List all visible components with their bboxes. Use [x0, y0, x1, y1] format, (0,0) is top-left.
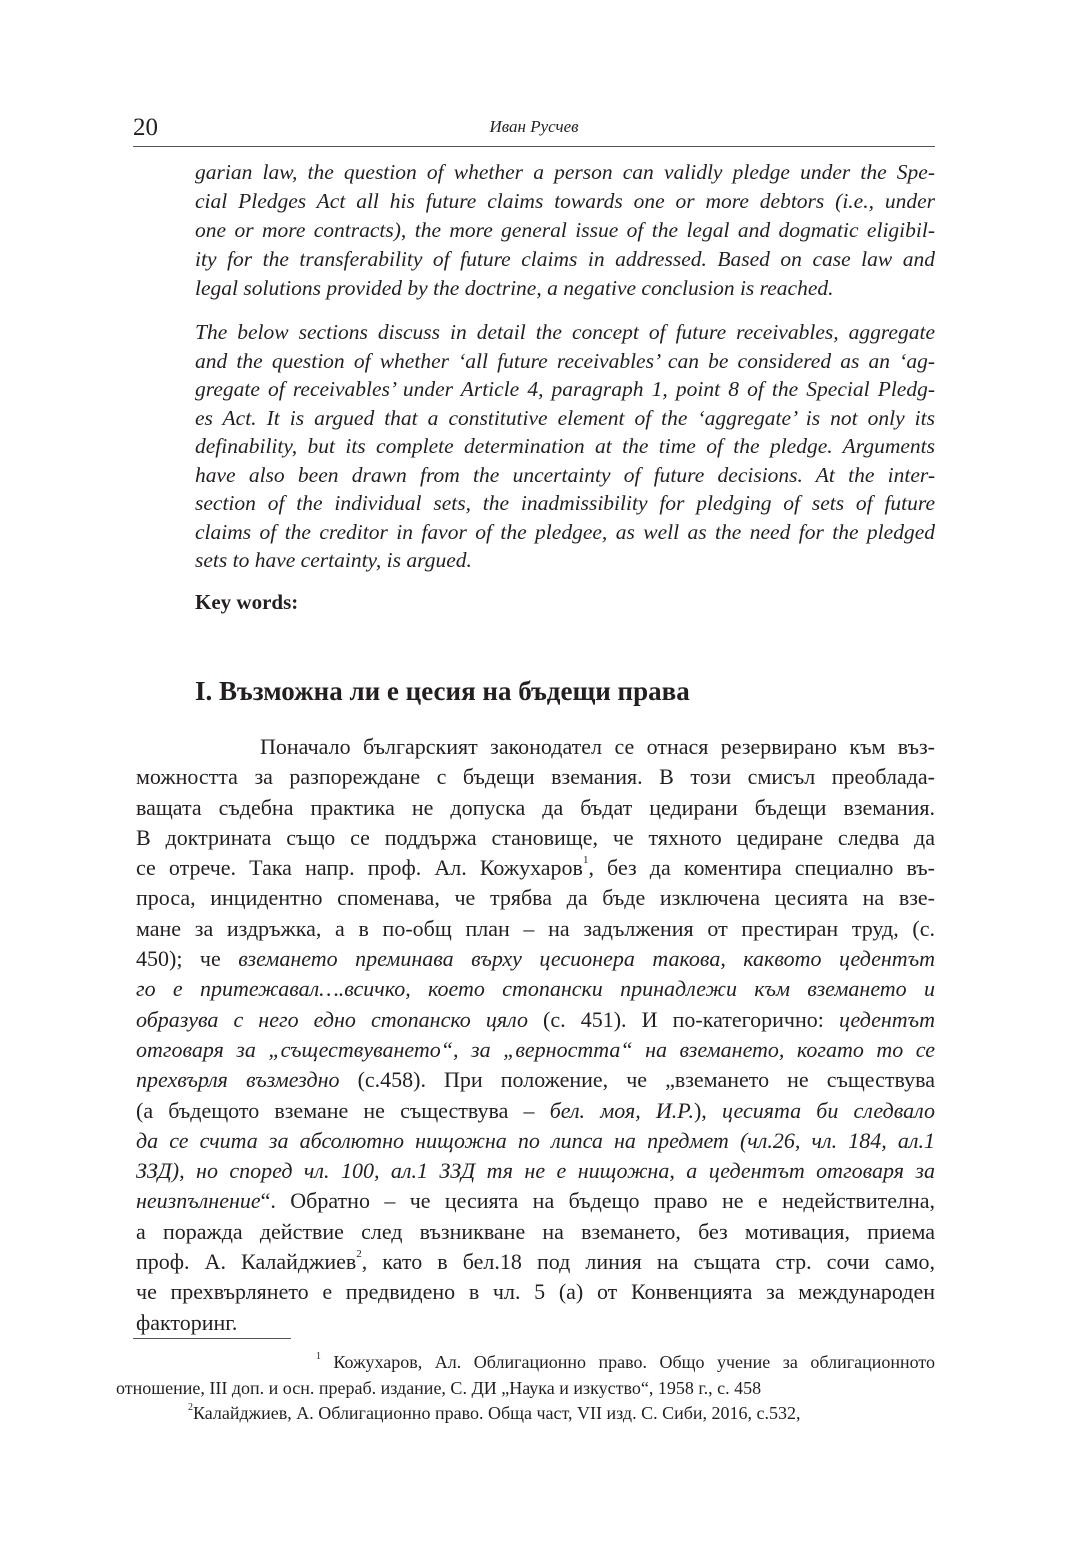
text-segment: The below sections discuss in detail the concept of future receivables, aggregate: [195, 320, 935, 344]
text-line: [136, 974, 935, 1004]
text-segment: проса, инцидентно споменава, че трябва да бъде изключена цесията на взе-: [136, 885, 935, 911]
header-rule: [133, 146, 935, 147]
text-segment: можността за разпореждане с бъдещи вземания. В този смисъл преоблада-: [136, 764, 935, 790]
text-line: [136, 1217, 935, 1247]
text-line: [195, 245, 935, 274]
text-line: [136, 1156, 935, 1186]
text-segment: бел. моя, И.Р.: [549, 1097, 694, 1123]
text-segment: have also been drawn from the uncertainty of future decisions. At the inter-: [195, 462, 935, 487]
page-number: 20: [133, 114, 158, 141]
text-segment: one or more contracts), the more general issue of the legal and dogmatic eligibil-: [195, 218, 935, 242]
text-segment: (с. 451). И по-категорично:: [527, 1006, 839, 1032]
text-line: [116, 1350, 935, 1376]
text-segment: [116, 1352, 316, 1372]
abstract-paragraph-2: [195, 318, 935, 575]
text-segment: а поражда действие след възникване на вземането, без мотивация, приема: [136, 1218, 935, 1244]
text-segment: го е притежавал….всичко, което стопански принадлежи към вземането и: [136, 976, 935, 1002]
text-segment: , като в бел.18 под линия на същата стр. сочи само,: [361, 1249, 936, 1275]
text-segment: прехвърля възмездно: [136, 1067, 340, 1093]
text-line: [136, 853, 935, 883]
text-segment: ),: [693, 1097, 722, 1123]
text-line: [136, 1308, 935, 1338]
footnote-ref: 1: [582, 854, 589, 867]
text-line: [136, 762, 935, 792]
text-segment: “. Обратно – че цесията на бъдещо право не е недействителна,: [260, 1188, 935, 1214]
text-segment: 450); че: [136, 946, 239, 972]
text-segment: неизпълнение: [136, 1188, 261, 1214]
text-segment: ity for the transferability of future claims in addressed. Based on case law and: [195, 247, 935, 271]
abstract-paragraph-1: [195, 158, 935, 303]
text-line: [195, 546, 935, 575]
body-paragraph: [136, 732, 935, 1338]
text-segment: es Act. It is argued that a constitutive element of the ‘aggregate’ is not only its: [195, 405, 935, 430]
text-segment: section of the individual sets, the inadmissibility for pledging of sets of future: [195, 491, 935, 515]
text-line: [136, 793, 935, 823]
text-line: [195, 187, 935, 216]
running-head-author: Иван Русчев: [489, 117, 579, 136]
footnote-ref: 1: [315, 1351, 321, 1362]
text-line: [136, 1035, 935, 1065]
text-segment: claims of the creditor in favor of the pledgee, as well as the need for the pledged: [195, 519, 935, 544]
text-segment: мане за издръжка, а в по-общ план – на задължения от престиран труд, (с.: [136, 915, 935, 941]
text-segment: В доктрината също се поддържа становище, че тяхното цедиране следва да: [136, 824, 935, 850]
text-segment: ЗЗД), но според чл. 100, ал.1 ЗЗД тя не е нищожна, а цедентът отговаря за: [136, 1158, 935, 1184]
text-segment: Поначало българският законодател се отнася резервирано към въз-: [136, 734, 935, 759]
section-heading: I. Възможна ли е цесия на бъдещи права: [195, 676, 690, 706]
text-segment: че прехвърлянето е предвидено в чл. 5 (а) от Конвенцията за международен: [136, 1279, 935, 1305]
text-line: [136, 1065, 935, 1095]
footnote-ref: 2: [356, 1248, 362, 1261]
text-line: [136, 823, 935, 853]
footnote-separator: [133, 1338, 291, 1339]
footnote-ref: 2: [188, 1402, 193, 1413]
text-line: [136, 1277, 935, 1307]
keywords-label: Key words:: [195, 590, 299, 614]
text-segment: gregate of receivables’ under Article 4, paragraph 1, point 8 of the Special Pledg-: [195, 377, 935, 401]
text-segment: and the question of whether ‘all future receivables’ can be considered as an ‘ag-: [195, 348, 935, 373]
text-segment: цедентът: [838, 1006, 935, 1032]
text-line: [195, 518, 935, 547]
text-line: [116, 1401, 935, 1427]
text-line: [195, 158, 935, 187]
footnotes: [116, 1350, 935, 1427]
text-segment: legal solutions provided by the doctrine, a negative conclusion is reached.: [195, 276, 834, 300]
text-segment: definability, but its complete determination at the time of the pledge. Arguments: [195, 434, 935, 458]
text-segment: отношение, III доп. и осн. прераб. издание, С. ДИ „Наука и изкуство“, 1958 г., с. 458: [116, 1377, 762, 1398]
text-segment: вземането преминава върху цесионера такова, каквото цедентът: [238, 946, 935, 972]
text-segment: да се счита за абсолютно нищожна по липса на предмет (чл.26, чл. 184, ал.1: [136, 1127, 935, 1153]
text-line: [136, 944, 935, 974]
text-line: [195, 489, 935, 518]
text-line: [136, 1247, 935, 1277]
text-segment: се отрече. Така напр. проф. Ал. Кожухаров: [136, 855, 583, 881]
text-line: [136, 1096, 935, 1126]
text-segment: (а бъдещото вземане не съществува –: [136, 1097, 550, 1123]
text-line: [195, 274, 935, 303]
text-line: [195, 461, 935, 490]
text-line: [136, 1126, 935, 1156]
text-segment: проф. А. Калайджиев: [136, 1249, 357, 1275]
text-segment: факторинг.: [136, 1309, 238, 1335]
text-segment: образува с него едно стопанско цяло: [136, 1006, 528, 1032]
text-line: [195, 318, 935, 347]
text-segment: , без да коментира специално въ-: [588, 855, 935, 881]
text-segment: [116, 1403, 188, 1423]
text-line: [136, 914, 935, 944]
text-segment: цесията би следвало: [721, 1097, 936, 1123]
text-line: [116, 1376, 935, 1402]
text-line: [136, 732, 935, 762]
text-line: [195, 432, 935, 461]
text-segment: ващата съдебна практика не допуска да бъдат цедирани бъдещи вземания.: [136, 794, 935, 820]
text-line: [136, 883, 935, 913]
text-segment: (с.458). При положение, че „вземането не съществува: [339, 1067, 935, 1093]
text-line: [136, 1186, 935, 1216]
text-line: [136, 1005, 935, 1035]
text-segment: garian law, the question of whether a person can validly pledge under the Spe-: [195, 160, 935, 184]
text-segment: sets to have certainty, is argued.: [195, 548, 472, 572]
text-segment: отговаря за „съществуването“, за „верността“ на вземането, когато то се: [136, 1036, 935, 1062]
text-segment: cial Pledges Act all his future claims towards one or more debtors (i.e., under: [195, 189, 935, 213]
text-line: [195, 404, 935, 433]
text-segment: Калайджиев, А. Облигационно право. Обща част, VII изд. С. Сиби, 2016, с.532,: [193, 1403, 801, 1423]
text-segment: Кожухаров, Ал. Облигационно право. Общо учение за облигационното: [320, 1352, 935, 1372]
text-line: [195, 347, 935, 376]
text-line: [195, 216, 935, 245]
text-line: [195, 375, 935, 404]
